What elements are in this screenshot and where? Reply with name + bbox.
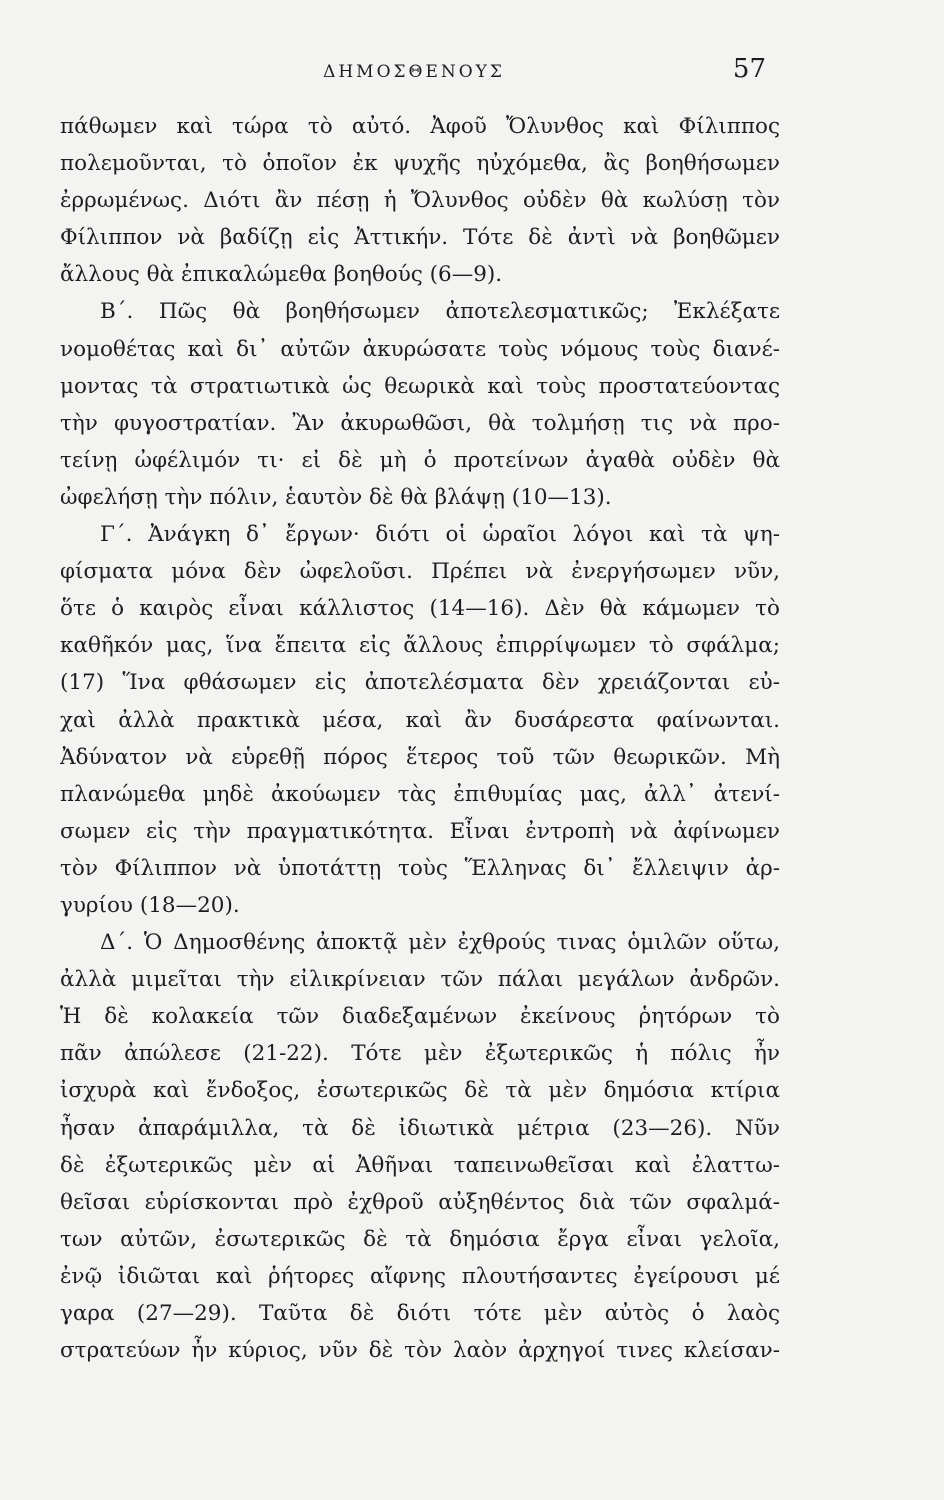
body-text bbox=[60, 108, 780, 1369]
text-line: ἀλλὰ μιμεῖται τὴν εἰλικρίνειαν τῶν πάλαι μεγάλων ἀνδρῶν. bbox=[60, 967, 780, 993]
text-line: των αὐτῶν, ἐσωτερικῶς δὲ τὰ δημόσια ἔργα εἶναι γελοῖα, bbox=[60, 1226, 780, 1252]
text-line: πάθωμεν καὶ τώρα τὸ αὐτό. Ἀφοῦ Ὄλυνθος καὶ Φίλιππος bbox=[60, 114, 780, 139]
text-line: (17) Ἵνα φθάσωμεν εἰς ἀποτελέσματα δὲν χρειάζονται εὐ- bbox=[60, 670, 780, 696]
page-header bbox=[62, 50, 766, 90]
text-line: γυρίου (18—20). bbox=[60, 892, 240, 918]
text-line: Δ΄. Ὁ Δημοσθένης ἀποκτᾷ μὲν ἐχθρούς τινας ὁμιλῶν οὕτω, bbox=[100, 930, 780, 956]
text-line: ἦσαν ἀπαράμιλλα, τὰ δὲ ἰδιωτικὰ μέτρια (23—26). Νῦν bbox=[60, 1115, 780, 1141]
text-line: Ἡ δὲ κολακεία τῶν διαδεξαμένων ἐκείνους ῥητόρων τὸ bbox=[60, 1004, 780, 1030]
text-line: μοντας τὰ στρατιωτικὰ ὡς θεωρικὰ καὶ τοὺς προστατεύοντας bbox=[60, 373, 780, 399]
text-line: νομοθέτας καὶ δι᾽ αὐτῶν ἀκυρώσατε τοὺς νόμους τοὺς διανέ- bbox=[60, 336, 780, 362]
text-line: ὠφελήσῃ τὴν πόλιν, ἑαυτὸν δὲ θὰ βλάψῃ (10—13). bbox=[60, 484, 612, 510]
running-head: ΔΗΜΟΣΘΕΝΟΥΣ bbox=[323, 62, 505, 82]
text-line: Β΄. Πῶς θὰ βοηθήσωμεν ἀποτελεσματικῶς; Ἐκλέξατε bbox=[100, 299, 780, 325]
text-line: στρατεύων ἦν κύριος, νῦν δὲ τὸν λαὸν ἀρχηγοί τινες κλείσαν- bbox=[60, 1338, 780, 1364]
text-line: τείνῃ ὠφέλιμόν τι· εἰ δὲ μὴ ὁ προτείνων ἀγαθὰ οὐδὲν θὰ bbox=[60, 447, 780, 473]
text-line: χαὶ ἀλλὰ πρακτικὰ μέσα, καὶ ἂν δυσάρεστα φαίνωνται. bbox=[60, 707, 780, 733]
text-line: πᾶν ἀπώλεσε (21-22). Τότε μὲν ἐξωτερικῶς ἡ πόλις ἦν bbox=[60, 1041, 780, 1067]
text-line: πολεμοῦνται, τὸ ὁποῖον ἐκ ψυχῆς ηὐχόμεθα, ἂς βοηθήσωμεν bbox=[60, 151, 780, 177]
text-line: καθῆκόν μας, ἵνα ἔπειτα εἰς ἄλλους ἐπιρρίψωμεν τὸ σφάλμα; bbox=[60, 633, 780, 659]
text-line: θεῖσαι εὑρίσκονται πρὸ ἐχθροῦ αὐξηθέντος διὰ τῶν σφαλμά- bbox=[60, 1189, 780, 1215]
text-line: Φίλιππον νὰ βαδίζῃ εἰς Ἀττικήν. Τότε δὲ ἀντὶ νὰ βοηθῶμεν bbox=[60, 225, 780, 251]
text-line: πλανώμεθα μηδὲ ἀκούωμεν τὰς ἐπιθυμίας μας, ἀλλ᾽ ἀτενί- bbox=[60, 781, 780, 807]
text-line: σωμεν εἰς τὴν πραγματικότητα. Εἶναι ἐντροπὴ νὰ ἀφίνωμεν bbox=[60, 818, 780, 844]
page-number: 57 bbox=[732, 54, 766, 84]
text-line: ἰσχυρὰ καὶ ἔνδοξος, ἐσωτερικῶς δὲ τὰ μὲν δημόσια κτίρια bbox=[60, 1078, 780, 1104]
text-line: δὲ ἐξωτερικῶς μὲν αἱ Ἀθῆναι ταπεινωθεῖσαι καὶ ἐλαττω- bbox=[60, 1152, 780, 1178]
text-line: φίσματα μόνα δὲν ὠφελοῦσι. Πρέπει νὰ ἐνεργήσωμεν νῦν, bbox=[60, 559, 780, 585]
text-line: ὅτε ὁ καιρὸς εἶναι κάλλιστος (14—16). Δὲν θὰ κάμωμεν τὸ bbox=[60, 596, 780, 622]
text-line: τὸν Φίλιππον νὰ ὑποτάττῃ τοὺς Ἕλληνας δι᾽ ἔλλειψιν ἀρ- bbox=[60, 855, 780, 881]
text-line: γαρα (27—29). Ταῦτα δὲ διότι τότε μὲν αὐτὸς ὁ λαὸς bbox=[60, 1301, 780, 1326]
text-line: τὴν φυγοστρατίαν. Ἂν ἀκυρωθῶσι, θὰ τολμήσῃ τις νὰ προ- bbox=[60, 410, 780, 436]
text-line: ἄλλους θὰ ἐπικαλώμεθα βοηθούς (6—9). bbox=[60, 262, 503, 288]
text-line: ἐρρωμένως. Διότι ἂν πέσῃ ἡ Ὄλυνθος οὐδὲν θὰ κωλύσῃ τὸν bbox=[60, 188, 780, 214]
text-line: ἐνῷ ἰδιῶται καὶ ῥήτορες αἴφνης πλουτήσαντες ἐγείρουσι μέ bbox=[60, 1263, 780, 1289]
text-line: Γ΄. Ἀνάγκη δ᾽ ἔργων· διότι οἱ ὡραῖοι λόγοι καὶ τὰ ψη- bbox=[100, 522, 780, 548]
text-line: Ἀδύνατον νὰ εὑρεθῇ πόρος ἕτερος τοῦ τῶν θεωρικῶν. Μὴ bbox=[60, 744, 780, 770]
